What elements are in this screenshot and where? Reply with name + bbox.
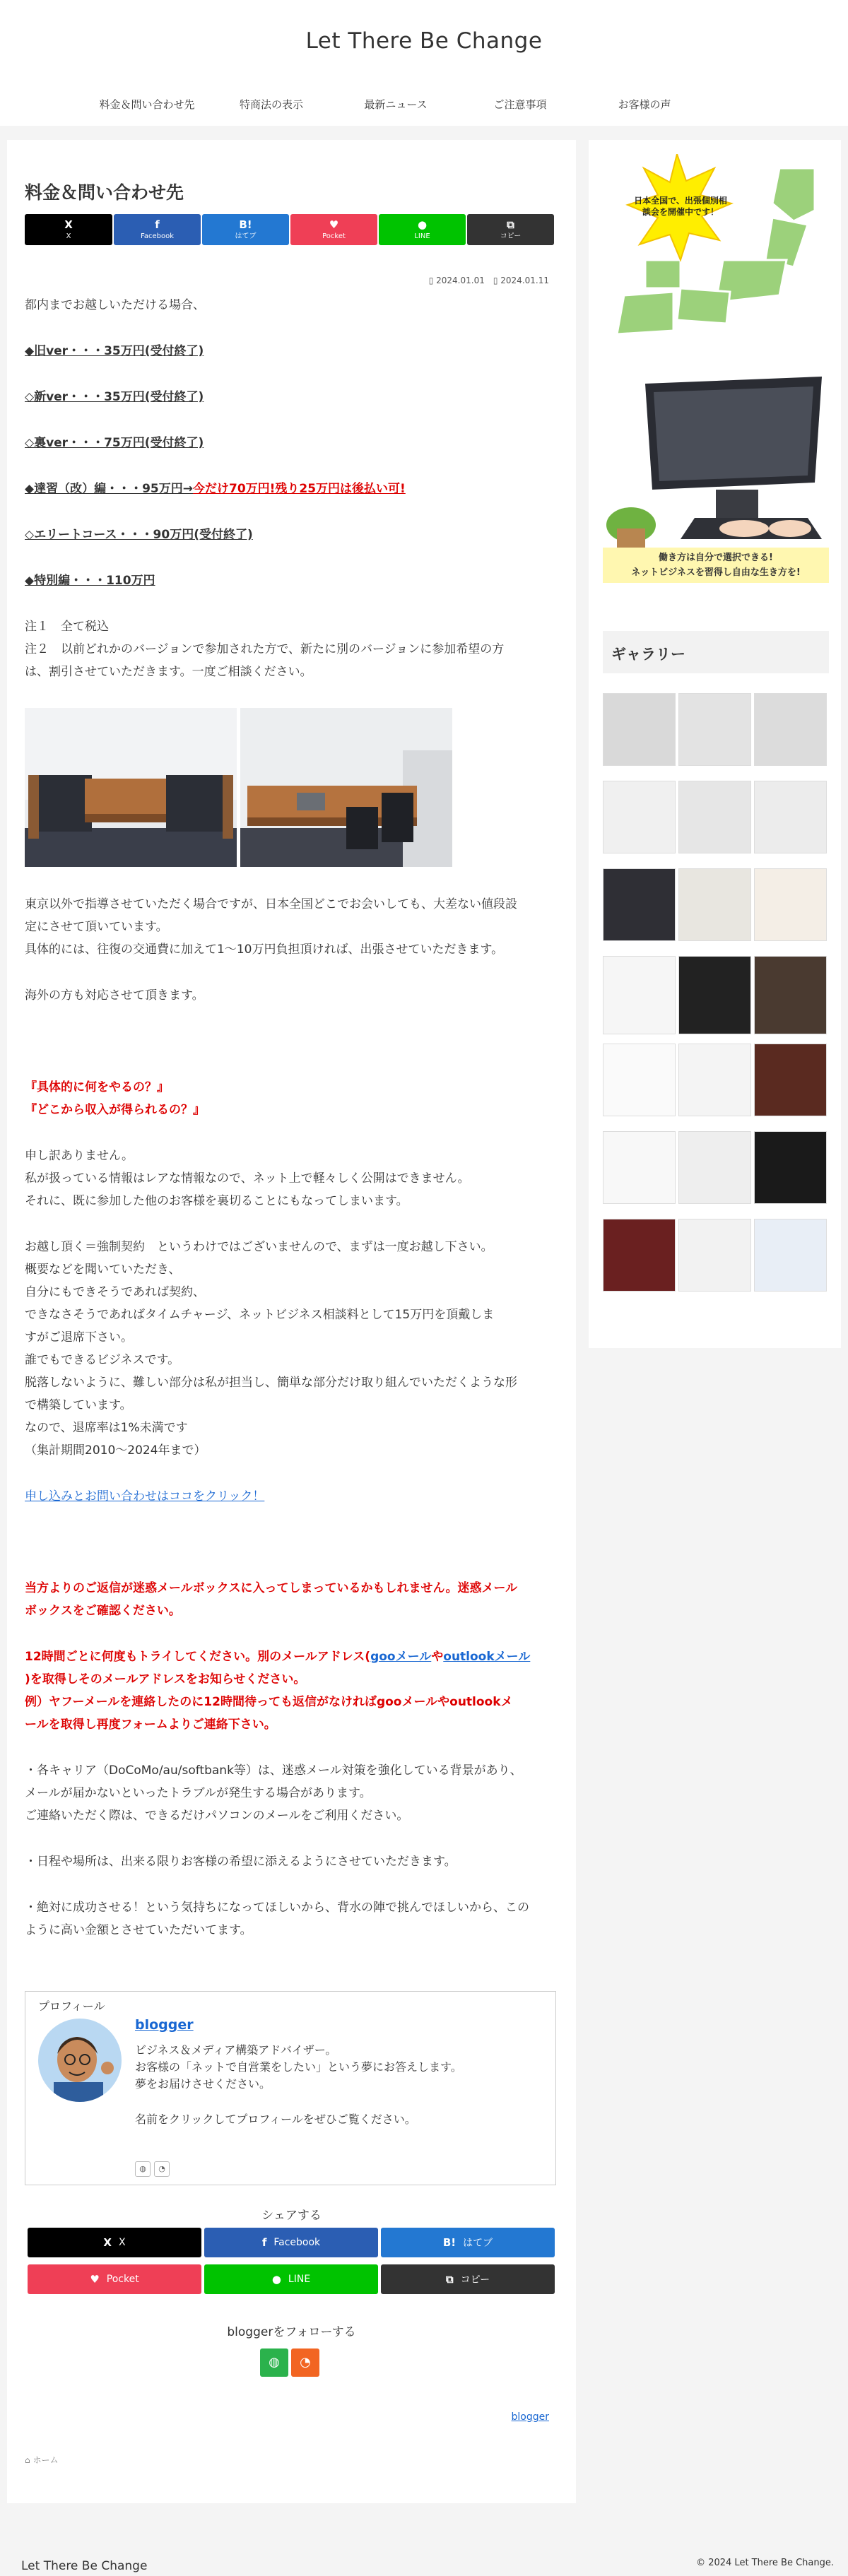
consult-line: 誰でもできるビジネスです。 [25,1353,180,1367]
banner1-badge: 日本全国で、出張個別相談会を開催中です！ [634,196,727,217]
date-updated: ▯ 2024.01.11 [493,276,549,285]
retry-line [25,1646,562,1668]
bottom-share-row-2 [28,2264,555,2294]
footer-brand[interactable]: Let There Be Change [21,2559,148,2573]
gallery-thumbnail[interactable] [678,1044,751,1116]
site-header [0,0,848,126]
nav-item-tokushoho[interactable]: 特商法の表示 [239,98,303,111]
share-label: はてブ [235,232,257,240]
banner2-caption-line: ネットビジネスを習得し自由な生き方を! [631,567,801,578]
pocket-icon: ♥ [90,2273,100,2286]
gallery-thumbnail[interactable] [754,693,827,766]
profile-line: 名前をクリックしてプロフィールをぜひご覧ください。 [135,2113,416,2126]
share-x-button[interactable] [25,214,112,245]
note-line: 注２ 以前どれかのバージョンで参加された方で、新たに別のバージョンに参加希望の方 [25,642,505,656]
plan-item: ◆特別編・・・110万円 [25,574,155,588]
apply-link-wrap [25,1485,562,1508]
apology-line: それに、既に参加した他のお客様を裏切ることにもなってしまいます。 [25,1194,408,1208]
sidebar-banner-consultation[interactable] [603,154,829,345]
facebook-icon: f [261,2236,267,2249]
gallery-thumbnail[interactable] [678,1219,751,1292]
gallery-thumbnail[interactable] [678,868,751,941]
gallery-thumbnail[interactable] [754,868,827,941]
gallery-thumbnail[interactable] [754,781,827,853]
profile-label: プロフィール [38,1997,105,2014]
hatena-icon: B! [239,218,252,231]
share-facebook-button[interactable] [204,2228,378,2257]
gallery-thumbnail[interactable] [754,956,827,1034]
question-line: 『具体的に何をやるの？』 [25,1080,169,1094]
date-updated-value: 2024.01.11 [500,276,549,285]
bullet-line: メールが届かないといったトラブルが発生する場合があります。 [25,1786,372,1800]
hatena-icon: B! [442,2236,457,2249]
site-title[interactable]: Let There Be Change [305,28,543,54]
bullet-line: ・絶対に成功させる！という気持ちになってほしいから、背水の陣で挑んでほしいから、この [25,1901,529,1915]
share-label: コピー [500,232,522,240]
consult-line: すがご退席下さい。 [25,1330,133,1345]
sidebar-banner-workstyle[interactable] [603,377,829,583]
consult-line: 自分にもできそうであれば契約、 [25,1285,205,1299]
author-link[interactable]: blogger [511,2411,549,2423]
line-icon: ● [271,2273,281,2286]
retry-line [25,1668,562,1691]
consult-line: なので、退席率は1%未満です [25,1421,188,1435]
gallery-thumbnail[interactable] [754,1219,827,1292]
question-line: 『どこから収入が得られるの？』 [25,1103,205,1117]
gallery-title: ギャラリー [611,646,685,663]
share-section-title: シェアする [261,2209,322,2223]
date-published-value: 2024.01.01 [436,276,485,285]
travel-line: 海外の方も対応させて頂きます。 [25,988,204,1003]
intro-text: 都内までお越しいただける場合、 [25,298,205,312]
share-label: X [118,2237,126,2248]
share-line-button[interactable] [379,214,466,245]
site-footer [0,2518,848,2576]
bullet-line: ・各キャリア（DoCoMo/au/softbank等）は、迷惑メール対策を強化している背景があり、 [25,1763,522,1778]
x-icon: X [64,218,73,231]
share-label: コピー [460,2274,490,2286]
gallery-thumbnail[interactable] [678,956,751,1034]
plan-item: ◇新ver・・・35万円(受付終了) [25,390,204,404]
x-icon: X [103,2236,112,2249]
gallery-thumbnail[interactable] [603,693,676,766]
plan-item-promo [25,478,562,500]
copy-icon: ⧉ [507,218,514,231]
gallery-thumbnail[interactable] [603,956,676,1034]
gallery-header [603,631,829,673]
travel-line: 東京以外で指導させていただく場合ですが、日本全国どこでお会いしても、大差ない値段設 [25,897,517,911]
retry-line: 例）ヤフーメールを連絡したのに12時間待っても返信がなければgooメールやoutlookメ [25,1695,513,1709]
profile-line: お客様の「ネットで自営業をしたい」という夢にお答えします。 [135,2060,462,2074]
main-article [7,140,576,2503]
nav-item-news[interactable]: 最新ニュース [364,98,428,111]
gallery-thumbnail[interactable] [678,693,751,766]
share-label: X [66,232,71,240]
share-hatena-button[interactable] [381,2228,555,2257]
bullet-line: ・日程や場所は、出来る限りお客様の希望に添えるようにさせていただきます。 [25,1855,457,1869]
feedly-follow-button[interactable]: ◍ [260,2348,288,2377]
retry-text: お知らせください。 [197,1672,306,1686]
follow-section-title: bloggerをフォローする [227,2325,356,2339]
spam-warning-line: ボックスをご確認ください。 [25,1604,181,1618]
rss-follow-button[interactable]: ◔ [291,2348,319,2377]
plan-item: ◆旧ver・・・35万円(受付終了) [25,344,204,358]
profile-name-link[interactable]: blogger [135,2017,194,2033]
consult-line: 脱落しないように、難しい部分は私が担当し、簡単な部分だけ取り組んでいただくような形 [25,1376,517,1390]
plan-item: ◇エリートコース・・・90万円(受付終了) [25,528,253,542]
bullet-line: ご連絡いただく際は、できるだけパソコンのメールをご利用ください。 [25,1809,409,1823]
nav-item-notes[interactable]: ご注意事項 [493,98,547,111]
gallery-thumbnail[interactable] [603,1219,676,1292]
nav-item-pricing[interactable]: 料金＆問い合わせ先 [99,98,195,111]
line-icon: ● [417,218,428,231]
share-line-button[interactable] [204,2264,378,2294]
home-icon: ⌂ [25,2455,33,2465]
breadcrumb [25,2454,58,2466]
consult-line: お越し頂く＝強制契約 というわけではございませんので、まずは一度お越し下さい。 [25,1240,493,1254]
retry-text: 12時間ごとに何度もトライしてください。別のメールアドレス( [25,1650,371,1664]
breadcrumb-home[interactable]: ホーム [33,2455,59,2465]
banner2-caption-line: 働き方は自分で選択できる! [659,553,773,563]
spam-warning-line: 当方よりのご返信が迷惑メールボックスに入ってしまっているかもしれません。迷惑メール [25,1581,518,1595]
bullet-line: ように高い金額とさせていただいてます。 [25,1923,252,1937]
gallery-thumbnail[interactable] [754,1131,827,1204]
gallery-thumbnail[interactable] [603,868,676,941]
plan-item-label: ◆達習（改）編・・・95万円→ [25,482,193,496]
gallery-thumbnail[interactable] [603,1131,676,1204]
apology-line: 私が扱っている情報はレアな情報なので、ネット上で軽々しく公開はできません。 [25,1171,470,1186]
share-label: LINE [288,2274,311,2285]
note-line: は、割引させていただきます。一度ご相談ください。 [25,665,312,679]
gallery-thumbnail[interactable] [678,781,751,853]
apply-link[interactable]: 申し込みとお問い合わせはココをクリック！ [25,1489,265,1503]
rss-icon[interactable]: ◔ [154,2161,170,2177]
page-title: 料金＆問い合わせ先 [25,182,184,203]
share-x-button[interactable] [28,2228,201,2257]
goo-mail-link[interactable]: gooメール [370,1650,432,1664]
gallery-thumbnail[interactable] [678,1131,751,1204]
share-pocket-button[interactable] [290,214,377,245]
consult-line: 概要などを聞いていただき、 [25,1263,181,1277]
plan-item: ◇裏ver・・・75万円(受付終了) [25,436,204,450]
travel-line: 具体的には、往復の交通費に加えて1〜10万円負担頂ければ、出張させていただきます。 [25,943,504,957]
profile-line: 夢をお届けさせください。 [135,2077,271,2091]
nav-item-voice[interactable]: お客様の声 [618,98,671,111]
share-facebook-button[interactable] [114,214,201,245]
share-label: Facebook [141,232,174,240]
consult-line: （集計期間2010〜2024年まで） [25,1443,206,1458]
outlook-mail-link[interactable]: outlookメール [443,1650,531,1664]
feedly-icon[interactable]: ◍ [135,2161,151,2177]
share-copy-button[interactable] [381,2264,555,2294]
retry-line: ールを取得し再度フォームよりご連絡下さい。 [25,1718,276,1732]
gallery-thumbnail[interactable] [754,1044,827,1116]
avatar[interactable] [38,2019,122,2102]
copy-icon: ⧉ [445,2273,454,2286]
plan-promo: 今だけ70万円!残り25万円は後払い可! [192,482,406,496]
banner2-caption [603,550,829,580]
post-dates [429,276,549,285]
consult-line: できなさそうであればタイムチャージ、ネットビジネス相談料として15万円を頂戴しま [25,1308,495,1322]
office-photo-1 [25,708,237,867]
gallery-thumbnail[interactable] [603,781,676,853]
share-label: はてブ [463,2238,493,2249]
apology-line: 申し訳ありません。 [25,1149,134,1163]
share-copy-button[interactable] [467,214,554,245]
pocket-icon: ♥ [329,218,339,231]
retry-text: や [431,1650,444,1664]
date-published: ▯ 2024.01.01 [428,276,485,285]
retry-text: )を取得しそのメールアドレスを [25,1672,198,1686]
share-label: Pocket [106,2274,139,2285]
share-pocket-button[interactable] [28,2264,201,2294]
share-label: Pocket [322,232,346,240]
bottom-share-row-1 [28,2228,555,2257]
share-label: LINE [414,232,430,240]
gallery-thumbnail[interactable] [603,1044,676,1116]
note-line: 注１ 全て税込 [25,620,109,634]
sidebar [589,140,841,1348]
facebook-icon: f [155,218,160,231]
top-share-buttons [25,214,554,245]
global-nav [85,90,763,119]
consult-line: で構築しています。 [25,1398,132,1412]
profile-box [25,1991,556,2185]
office-photo-2 [240,708,452,867]
share-hatena-button[interactable] [202,214,289,245]
share-label: Facebook [273,2237,321,2248]
profile-line: ビジネス＆メディア構築アドバイザー。 [135,2043,337,2057]
travel-line: 定にさせて頂いています。 [25,920,168,934]
footer-copyright: © 2024 Let There Be Change. [696,2558,834,2568]
